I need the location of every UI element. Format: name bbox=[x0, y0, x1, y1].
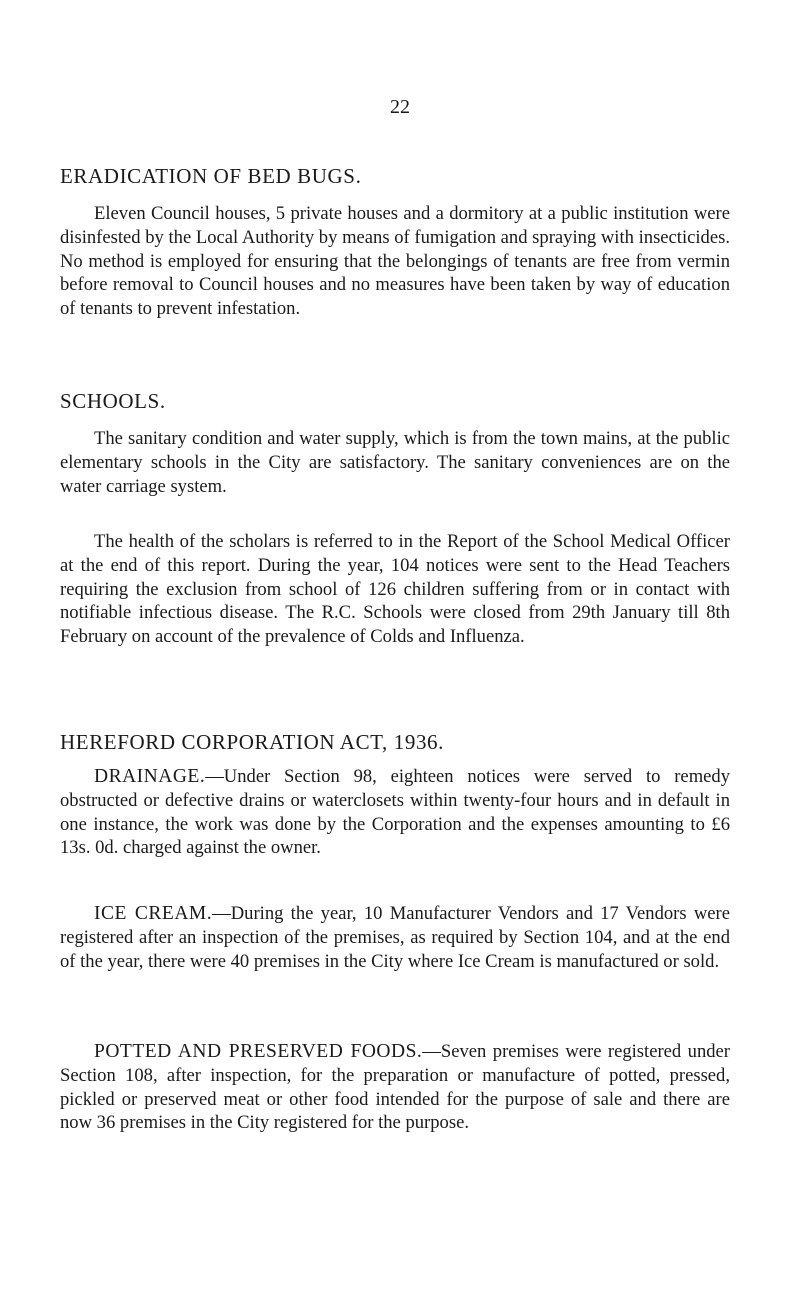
paragraph-schools-sanitary: The sanitary condition and water supply, which is from the town mains, at the public elementary schools in the City are satisfactory. The sanitary conveniences are on the water carriage system. bbox=[60, 428, 730, 497]
drainage-run-heading: DRAINAGE. bbox=[94, 766, 206, 787]
ice-cream-text: —During the year, 10 Manufacturer Vendors and 17 Vendors were registered after an inspection of the premises, as required by Section 104, and at the end of the year, there were 40 premises in the City where Ice Cream is manufactured or sold. bbox=[60, 903, 730, 972]
potted-foods-text: —Seven premises were registered under Section 108, after inspection, for the preparation or manufacture of potted, pressed, pickled or preserved meat or other food intended for the purpose of sale and there are now 36 premises in the City registered for the purpose. bbox=[60, 1041, 730, 1134]
heading-hereford-act: HEREFORD CORPORATION ACT, 1936. bbox=[60, 730, 444, 754]
paragraph-potted-foods bbox=[60, 1040, 730, 1135]
ice-cream-run-heading: ICE CREAM. bbox=[94, 903, 213, 924]
paragraph-schools-health: The health of the scholars is referred to in the Report of the School Medical Officer at the end of this report. During the year, 104 notices were sent to the Head Teachers requiring the exclusion from school of 126 children suffering from or in contact with notifiable infectious disease. The R.C. Schools were closed from 29th January till 8th February on account of the prevalence of Colds and Influenza. bbox=[60, 531, 730, 648]
paragraph-drainage bbox=[60, 765, 730, 860]
page-number: 22 bbox=[390, 96, 410, 118]
potted-foods-run-heading: POTTED AND PRESERVED FOODS. bbox=[94, 1041, 423, 1062]
heading-bed-bugs: ERADICATION OF BED BUGS. bbox=[60, 164, 362, 188]
paragraph-ice-cream bbox=[60, 902, 730, 973]
paragraph-bed-bugs: Eleven Council houses, 5 private houses and a dormitory at a public institution were disinfested by the Local Authority by means of fumigation and spraying with insecticides. No method is employed for ensuring that the belongings of tenants are free from vermin before removal to Council houses and no measures have been taken by way of education of tenants to prevent infestation. bbox=[60, 203, 730, 320]
drainage-text: —Under Section 98, eighteen notices were served to remedy obstructed or defective drains or waterclosets within twenty-four hours and in default in one instance, the work was done by the Corporation and the expenses amounting to £6 13s. 0d. charged against the owner. bbox=[60, 766, 730, 859]
heading-schools: SCHOOLS. bbox=[60, 389, 166, 413]
